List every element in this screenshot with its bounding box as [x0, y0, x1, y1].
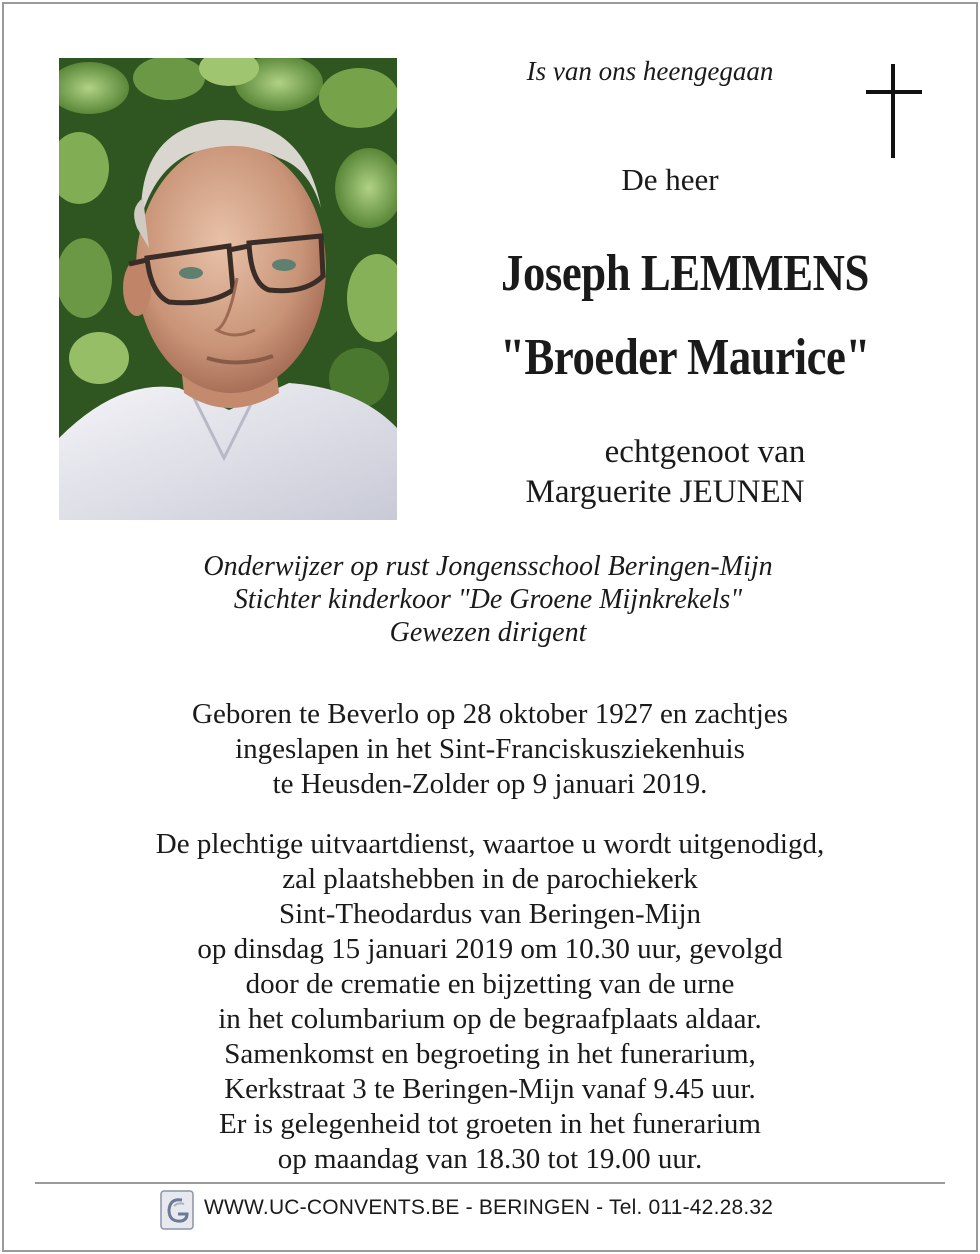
- occupation-line: Gewezen dirigent: [389, 617, 587, 648]
- occupation-line: Onderwijzer op rust Jongensschool Beringen-Mijn: [203, 551, 773, 582]
- occupation-line: Stichter kinderkoor "De Groene Mijnkrekels": [233, 584, 743, 615]
- footer-contact: WWW.UC-CONVENTS.BE - BERINGEN - Tel. 011-42.28.32: [204, 1196, 774, 1219]
- funeral-line: Samenkomst en begroeting in het funerarium,: [224, 1038, 756, 1070]
- portrait-photo: [59, 58, 397, 520]
- funeral-line: Kerkstraat 3 te Beringen-Mijn vanaf 9.45 uur.: [224, 1073, 756, 1105]
- funeral-line: Er is gelegenheid tot groeten in het funerarium: [219, 1108, 761, 1140]
- funeral-line: Sint-Theodardus van Beringen-Mijn: [278, 898, 702, 930]
- birth-death-line: te Heusden-Zolder op 9 januari 2019.: [272, 768, 708, 800]
- intro-text: Is van ons heengegaan: [526, 56, 774, 86]
- spouse-label: echtgenoot van: [604, 434, 806, 470]
- birth-death-line: Geboren te Beverlo op 28 oktober 1927 en zachtjes: [192, 698, 788, 730]
- deceased-nickname: "Broeder Maurice": [500, 329, 870, 386]
- funeral-line: zal plaatshebben in de parochiekerk: [282, 863, 698, 895]
- funeral-line: op dinsdag 15 januari 2019 om 10.30 uur, gevolgd: [197, 933, 783, 965]
- salutation: De heer: [621, 162, 719, 197]
- funeral-home-logo-icon: [160, 1190, 194, 1230]
- spouse-name: Marguerite JEUNEN: [525, 474, 805, 510]
- deceased-name: Joseph LEMMENS: [501, 245, 869, 302]
- birth-death-line: ingeslapen in het Sint-Franciskusziekenhuis: [235, 733, 745, 765]
- funeral-line: door de crematie en bijzetting van de urne: [245, 968, 735, 1000]
- footer: [0, 1190, 980, 1234]
- funeral-line: op maandag van 18.30 tot 19.00 uur.: [277, 1143, 703, 1175]
- funeral-line: De plechtige uitvaartdienst, waartoe u wordt uitgenodigd,: [155, 828, 825, 860]
- footer-divider: [35, 1182, 945, 1184]
- funeral-line: in het columbarium op de begraafplaats aldaar.: [218, 1003, 762, 1035]
